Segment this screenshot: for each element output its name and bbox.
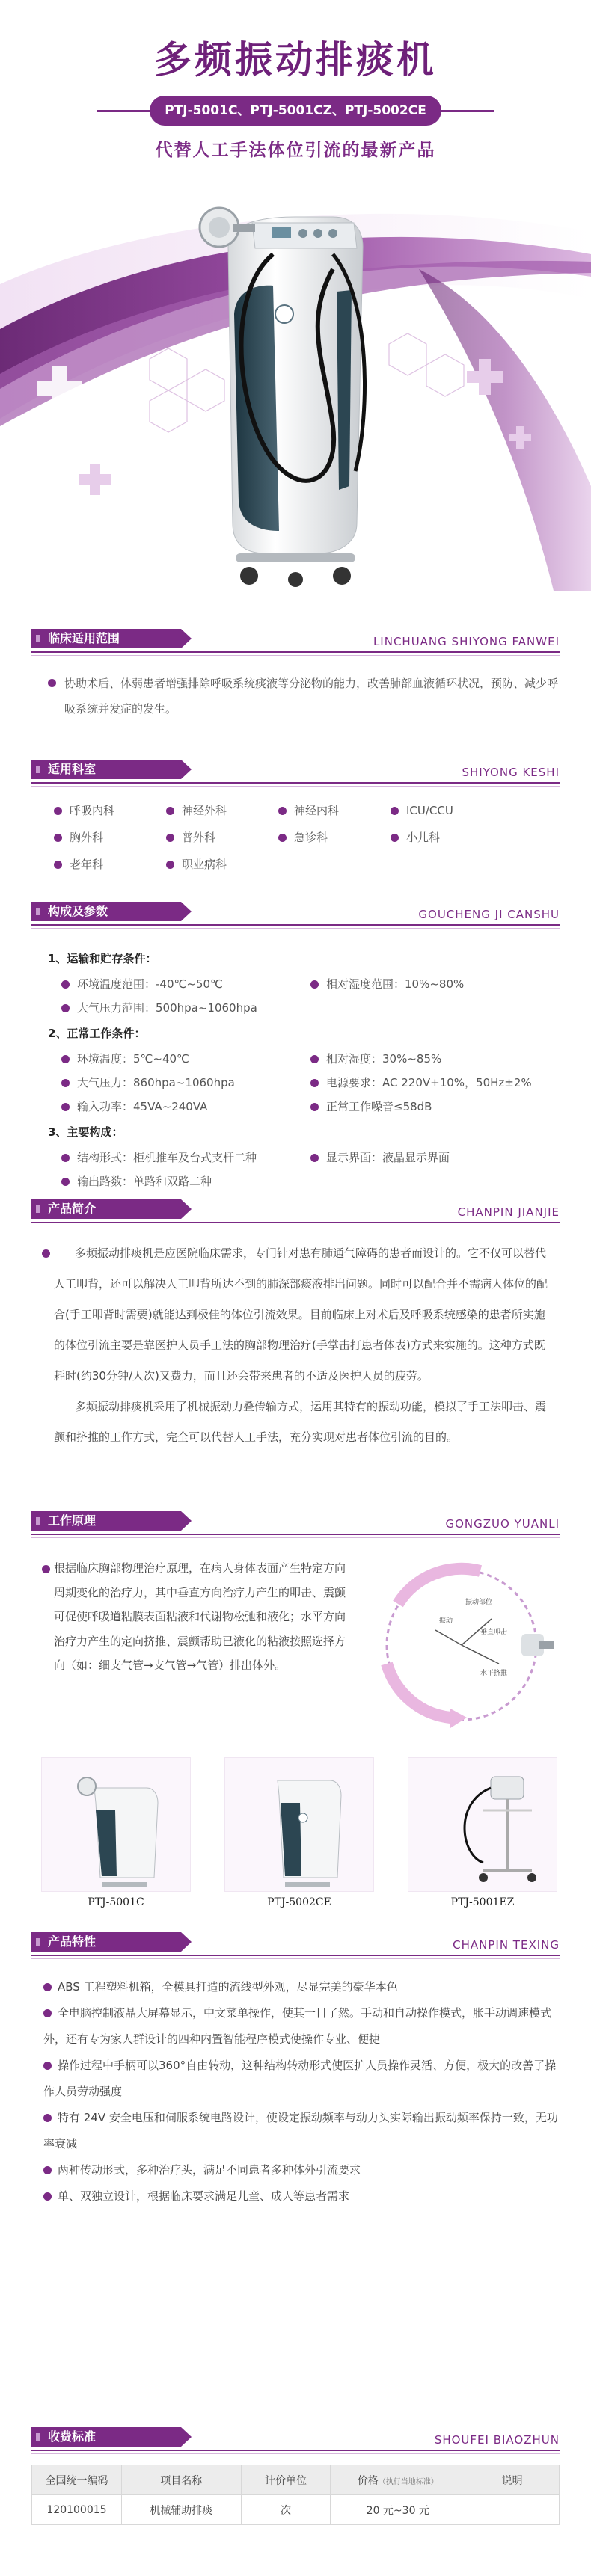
- section-title: 产品特性: [31, 1932, 181, 1952]
- section-pinyin: GOUCHENG JI CANSHU: [418, 908, 560, 921]
- list-item: 两种传动形式，多种治疗头，满足不同患者多种体外引流要求: [43, 2157, 560, 2183]
- list-item: 神经外科: [166, 802, 278, 820]
- section-pinyin: SHIYONG KESHI: [462, 766, 560, 779]
- product-photo: [408, 1757, 557, 1892]
- section-pinyin: LINCHUANG SHIYONG FANWEI: [373, 635, 560, 648]
- diagram-label: 振动: [439, 1617, 453, 1625]
- product-card: [224, 1757, 374, 1914]
- section-pinyin: GONGZUO YUANLI: [445, 1517, 560, 1531]
- product-caption: PTJ-5001C: [88, 1896, 144, 1908]
- list-item: 神经内科: [278, 802, 391, 820]
- section-departments: [31, 755, 560, 873]
- vibration-diagram: [368, 1552, 555, 1739]
- list-item: 特有 24V 安全电压和伺服系统电路设计，使设定振动频率与动力头实际输出振动频率保持一致，无功率衰减: [43, 2111, 558, 2151]
- param-row: 环境温度范围：-40℃~50℃ 相对湿度范围：10%~80%: [48, 972, 560, 996]
- list-item: 老年科: [54, 855, 166, 873]
- model-banner: [97, 96, 494, 126]
- bullet-icon: [42, 1565, 50, 1573]
- product-title: 多频振动排痰机: [154, 38, 437, 82]
- diagram-label: 水平挤推: [480, 1670, 508, 1677]
- section-header: [31, 755, 560, 790]
- section-features: [31, 1928, 560, 2210]
- section-introduction: [31, 1195, 560, 1453]
- product-caption: PTJ-5002CE: [267, 1896, 331, 1908]
- list-item: 职业病科: [166, 855, 278, 873]
- param-row: 大气压力范围：500hpa~1060hpa: [48, 996, 560, 1020]
- section-working-principle: [31, 1507, 560, 1753]
- section-title: 工作原理: [31, 1511, 181, 1531]
- product-card: [408, 1757, 557, 1914]
- section-title: 收费标准: [31, 2427, 181, 2447]
- param-row: 输入功率：45VA~240VA 正常工作噪音≤58dB: [48, 1095, 560, 1119]
- section-header: [31, 1928, 560, 1962]
- parameter-list: [31, 932, 560, 1193]
- list-item: 急诊科: [278, 829, 391, 846]
- section-header: [31, 1195, 560, 1229]
- hero-banner: [0, 0, 591, 613]
- table-header-row: 全国统一编码 项目名称 计价单位 价格（执行当地标准） 说明: [32, 2465, 560, 2495]
- work-principle-text: 根据临床胸部物理治疗原理，在病人身体表面产生特定方向周期变化的治疗力，其中垂直方向治疗力产生的叩击、震颤可促使呼吸道粘膜表面粘液和代谢物松弛和液化；水平方向治疗力产生的定向挤推、震颤帮助已液化的粘液按照选择方向（如：细支气管→支气管→气管）排出体外。: [54, 1561, 346, 1672]
- section-header: [31, 624, 560, 659]
- table-row: 120100015 机械辅助排痰 次 20 元~30 元: [32, 2495, 560, 2525]
- section-title: 构成及参数: [31, 902, 181, 921]
- param-heading: 1、运输和贮存条件：: [48, 952, 157, 965]
- feature-list: [31, 1962, 560, 2210]
- section-header: [31, 1507, 560, 1541]
- param-row: 结构形式：柜机推车及台式支杆二种 显示界面：液晶显示界面: [48, 1146, 560, 1169]
- product-gallery: [41, 1757, 557, 1922]
- param-heading: 3、主要构成：: [48, 1125, 123, 1139]
- product-card: [41, 1757, 191, 1914]
- list-item: ABS 工程塑料机箱，全模具打造的流线型外观，尽显完美的豪华本色: [43, 1974, 560, 2000]
- model-list: PTJ-5001C、PTJ-5001CZ、PTJ-5002CE: [150, 96, 441, 126]
- pricing-table: [31, 2465, 560, 2525]
- section-title: 适用科室: [31, 760, 181, 779]
- section-header: [31, 897, 560, 932]
- list-item: 全电脑控制液晶大屏幕显示，中文菜单操作，使其一目了然。手动和自动操作模式，胀手动调速模式外，还有专为家人群设计的四种内置智能程序模式使操作专业、便捷: [43, 2006, 552, 2046]
- list-item: ICU/CCU: [391, 802, 503, 820]
- param-heading: 2、正常工作条件：: [48, 1027, 146, 1040]
- diagram-label: 垂直叩击: [480, 1629, 508, 1636]
- param-row: 输出路数：单路和双路二种: [48, 1169, 560, 1193]
- department-list: [31, 790, 560, 873]
- product-slogan: 代替人工手法体位引流的最新产品: [155, 141, 436, 160]
- diagram-label: 振动部位: [465, 1599, 493, 1606]
- param-row: 大气压力：860hpa~1060hpa 电源要求：AC 220V+10%，50Hz±2%: [48, 1071, 560, 1095]
- product-caption: PTJ-5001EZ: [450, 1896, 515, 1908]
- intro-paragraph: 多频振动排痰机是应医院临床需求，专门针对患有肺通气障碍的患者而设计的。它不仅可以替代人工叩背，还可以解决人工叩背所达不到的肺深部痰液排出问题。同时可以配合并不需病人体位的配合(手工叩背时需要)就能达到极佳的体位引流效果。目前临床上对术后及呼吸系统感染的患者所实施的体位引流主要是靠医护人员手工法的胸部物理治疗(手掌击打患者体表)方式来实施的。这种方式既耗时(约30分钟/人次)又费力，而且还会带来患者的不适及医护人员的疲劳。: [54, 1246, 548, 1383]
- list-item: 单、双独立设计，根据临床要求满足儿童、成人等患者需求: [43, 2183, 560, 2210]
- section-pinyin: CHANPIN JIANJIE: [457, 1205, 560, 1219]
- device-image: [183, 202, 408, 591]
- section-clinical-scope: [31, 624, 560, 722]
- list-item: 胸外科: [54, 829, 166, 846]
- clinical-text: 协助术后、体弱患者增强排除呼吸系统痰液等分泌物的能力，改善肺部血液循环状况，预防、减少呼吸系统并发症的发生。: [64, 677, 559, 716]
- product-photo: [224, 1757, 374, 1892]
- bullet-icon: [48, 679, 56, 687]
- section-pricing: [31, 2423, 560, 2525]
- product-photo: [41, 1757, 191, 1892]
- intro-paragraph: 多频振动排痰机采用了机械振动力叠传输方式，运用其特有的振动功能，模拟了手工法叩击、震颤和挤推的工作方式，完全可以代替人工手法，充分实现对患者体位引流的目的。: [54, 1400, 547, 1444]
- list-item: 普外科: [166, 829, 278, 846]
- section-pinyin: CHANPIN TEXING: [453, 1938, 560, 1952]
- list-item: 小儿科: [391, 829, 503, 846]
- param-row: 环境温度：5℃~40℃ 相对湿度：30%~85%: [48, 1047, 560, 1071]
- section-title: 临床适用范围: [31, 629, 181, 648]
- section-header: [31, 2423, 560, 2457]
- bullet-icon: [42, 1249, 50, 1258]
- list-item: 呼吸内科: [54, 802, 166, 820]
- section-pinyin: SHOUFEI BIAOZHUN: [434, 2433, 560, 2447]
- list-item: 操作过程中手柄可以360°自由转动，这种结构转动形式使医护人员操作灵活、方便，极大的改善了操作人员劳动强度: [43, 2059, 557, 2098]
- section-title: 产品简介: [31, 1199, 181, 1219]
- intro-text-block: [31, 1229, 560, 1453]
- section-parameters: [31, 897, 560, 1193]
- clinical-text-block: [31, 659, 560, 722]
